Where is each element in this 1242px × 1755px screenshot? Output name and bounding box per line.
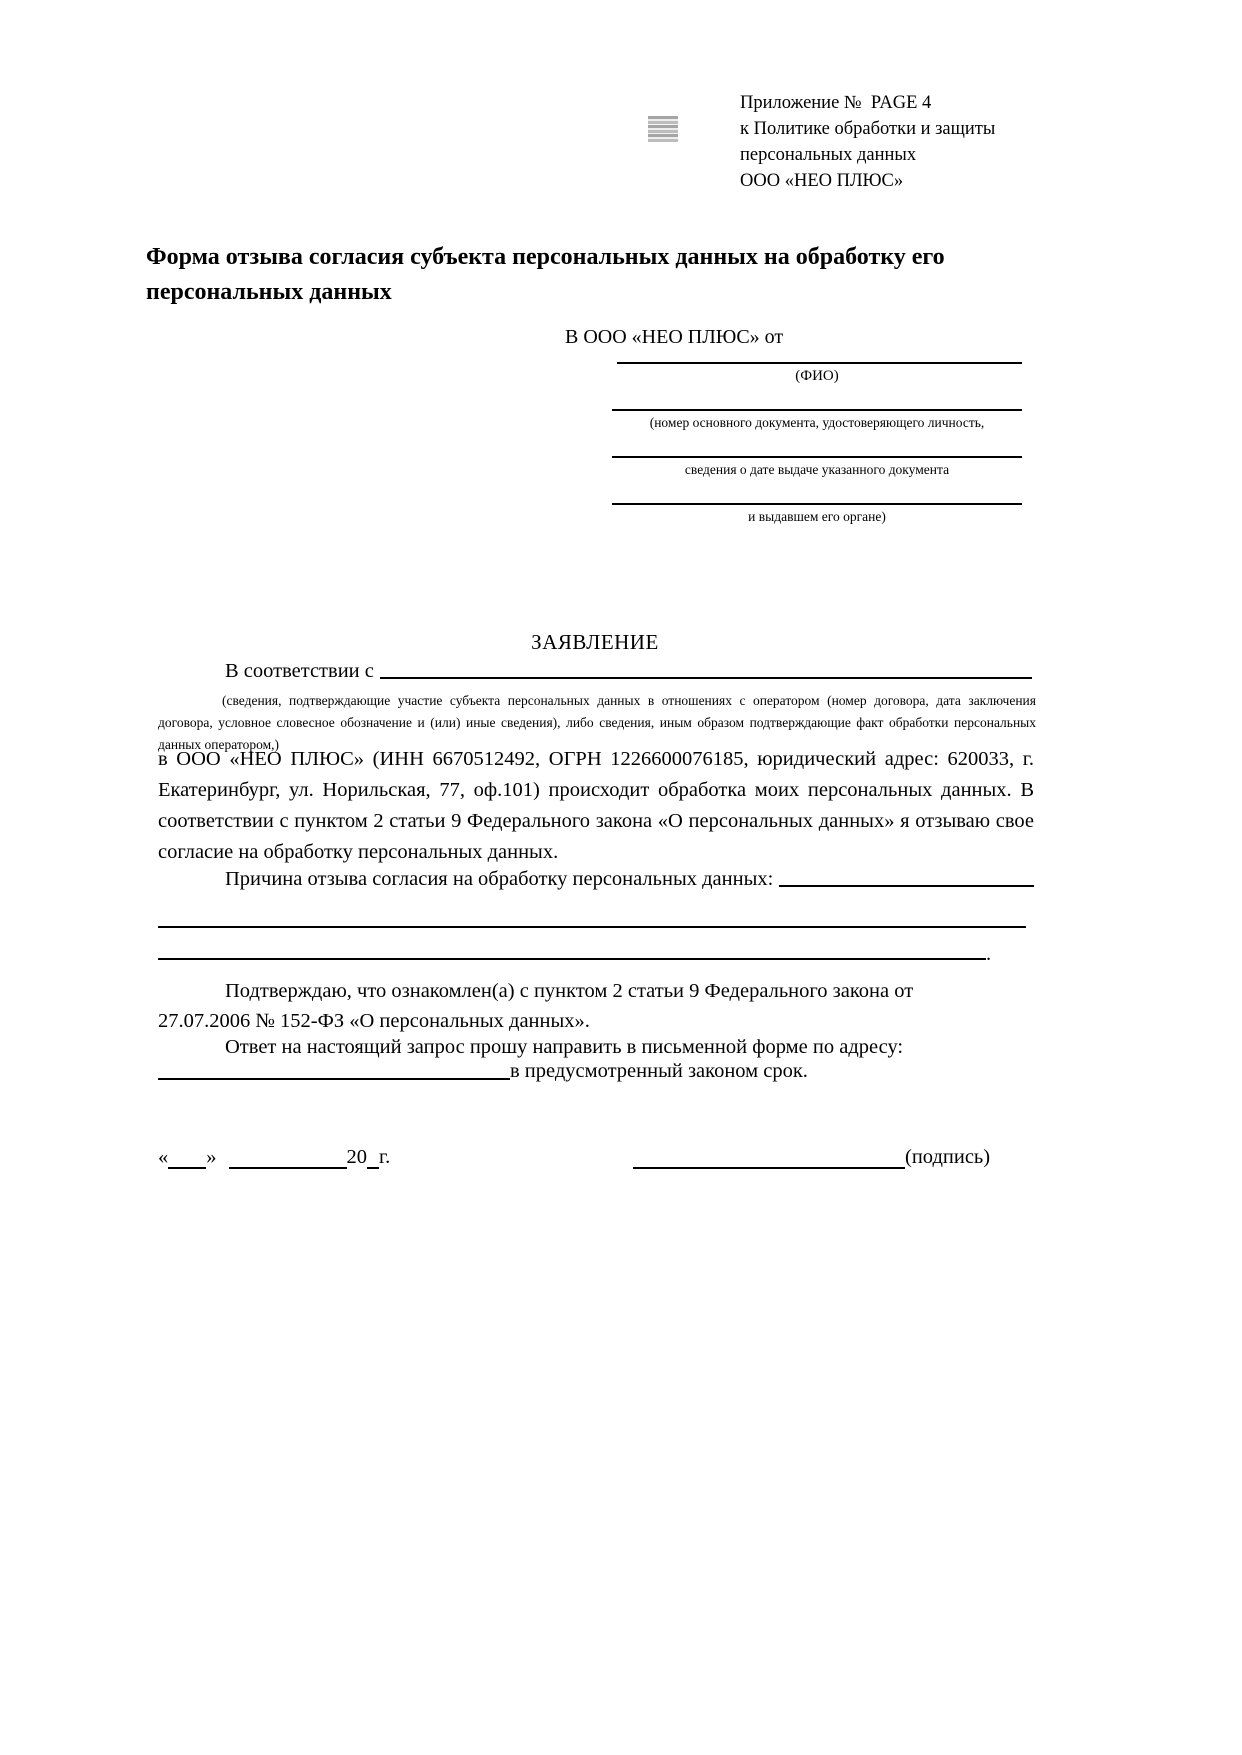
addressee-to-line: В ООО «НЕО ПЛЮС» от [565,326,784,348]
year-suffix: г. [379,1146,391,1168]
confirmation-line-1: Подтверждаю, что ознакомлен(а) с пунктом 2 статьи 9 Федерального закона от [225,980,914,1002]
document-number-blank-line [612,409,1022,411]
quote-open: « [158,1146,169,1168]
statement-heading: ЗАЯВЛЕНИЕ [531,630,659,654]
issuing-authority-caption: и выдавшем его органе) [748,509,886,524]
paragraph-indent [158,868,225,891]
appendix-line-1: Приложение № PAGE 4 [740,93,932,113]
addressee-block [565,326,1023,526]
year-prefix: 20 [346,1146,367,1168]
reason-blank-line-2 [158,926,1026,928]
reason-blank-line [779,868,1034,887]
fio-caption: (ФИО) [795,368,839,384]
appendix-note [740,90,995,194]
reason-blank-line-3-rule [158,944,986,960]
signature-blank [633,1147,905,1170]
appendix-line-4: ООО «НЕО ПЛЮС» [740,171,904,191]
basis-blank-line [380,660,1032,679]
year-blank [367,1147,379,1170]
appendix-line-3: персональных данных [740,145,917,165]
paragraph-indent [158,660,225,683]
issuing-authority-blank-line [612,503,1022,505]
address-blank-line [158,1060,510,1080]
fio-blank-line [617,362,1022,364]
date-line [158,1146,390,1169]
response-address-line [158,1060,1034,1083]
document-title: Форма отзыва согласия субъекта персональных данных на обработку его персональных данных [146,244,945,305]
signature-caption: (подпись) [905,1146,991,1168]
reason-blank-line-3 [158,944,1034,964]
basis-fine-print: (сведения, подтверждающие участие субъекта персональных данных в отношениях с оператором (номер договора, дата заключения договора, условное словесное обозначение и (или) иные сведения), либо сведения, иным образом подтверждающие факт обработки персональных данных оператором,) [158,693,1036,752]
basis-prefix: В соответствии с [225,660,374,682]
day-blank [168,1147,206,1170]
month-blank [229,1147,347,1170]
signature-line [633,1146,990,1169]
confirmation-line-2: 27.07.2006 № 152-ФЗ «О персональных данных». [158,1010,590,1032]
confirmation-paragraph [158,976,1034,1036]
reason-label: Причина отзыва согласия на обработку персональных данных: [225,868,774,890]
issue-date-caption: сведения о дате выдаче указанного документа [684,462,950,477]
quote-close: » [206,1146,217,1168]
issue-date-blank-line [612,456,1022,458]
statement-body: в ООО «НЕО ПЛЮС» (ИНН 6670512492, ОГРН 1226600076185, юридический адрес: 620033, г. Екатеринбург, ул. Норильская, 77, оф.101) происходит обработка моих персональных данных. В соответствии с пунктом 2 статьи 9 Федерального закона «О персональных данных» я отзываю свое согласие на обработку персональных данных. [158,748,1034,863]
response-suffix: в предусмотренный законом срок. [510,1060,808,1082]
basis-line [158,660,1032,683]
appendix-line-2: к Политике обработки и защиты [740,119,996,139]
reason-line [158,868,1034,891]
response-request-line: Ответ на настоящий запрос прошу направить в письменной форме по адресу: [225,1036,904,1058]
field-code-artifact-icon [648,116,678,142]
document-number-caption: (номер основного документа, удостоверяющего личность, [649,415,985,430]
trailing-period: . [986,943,992,965]
